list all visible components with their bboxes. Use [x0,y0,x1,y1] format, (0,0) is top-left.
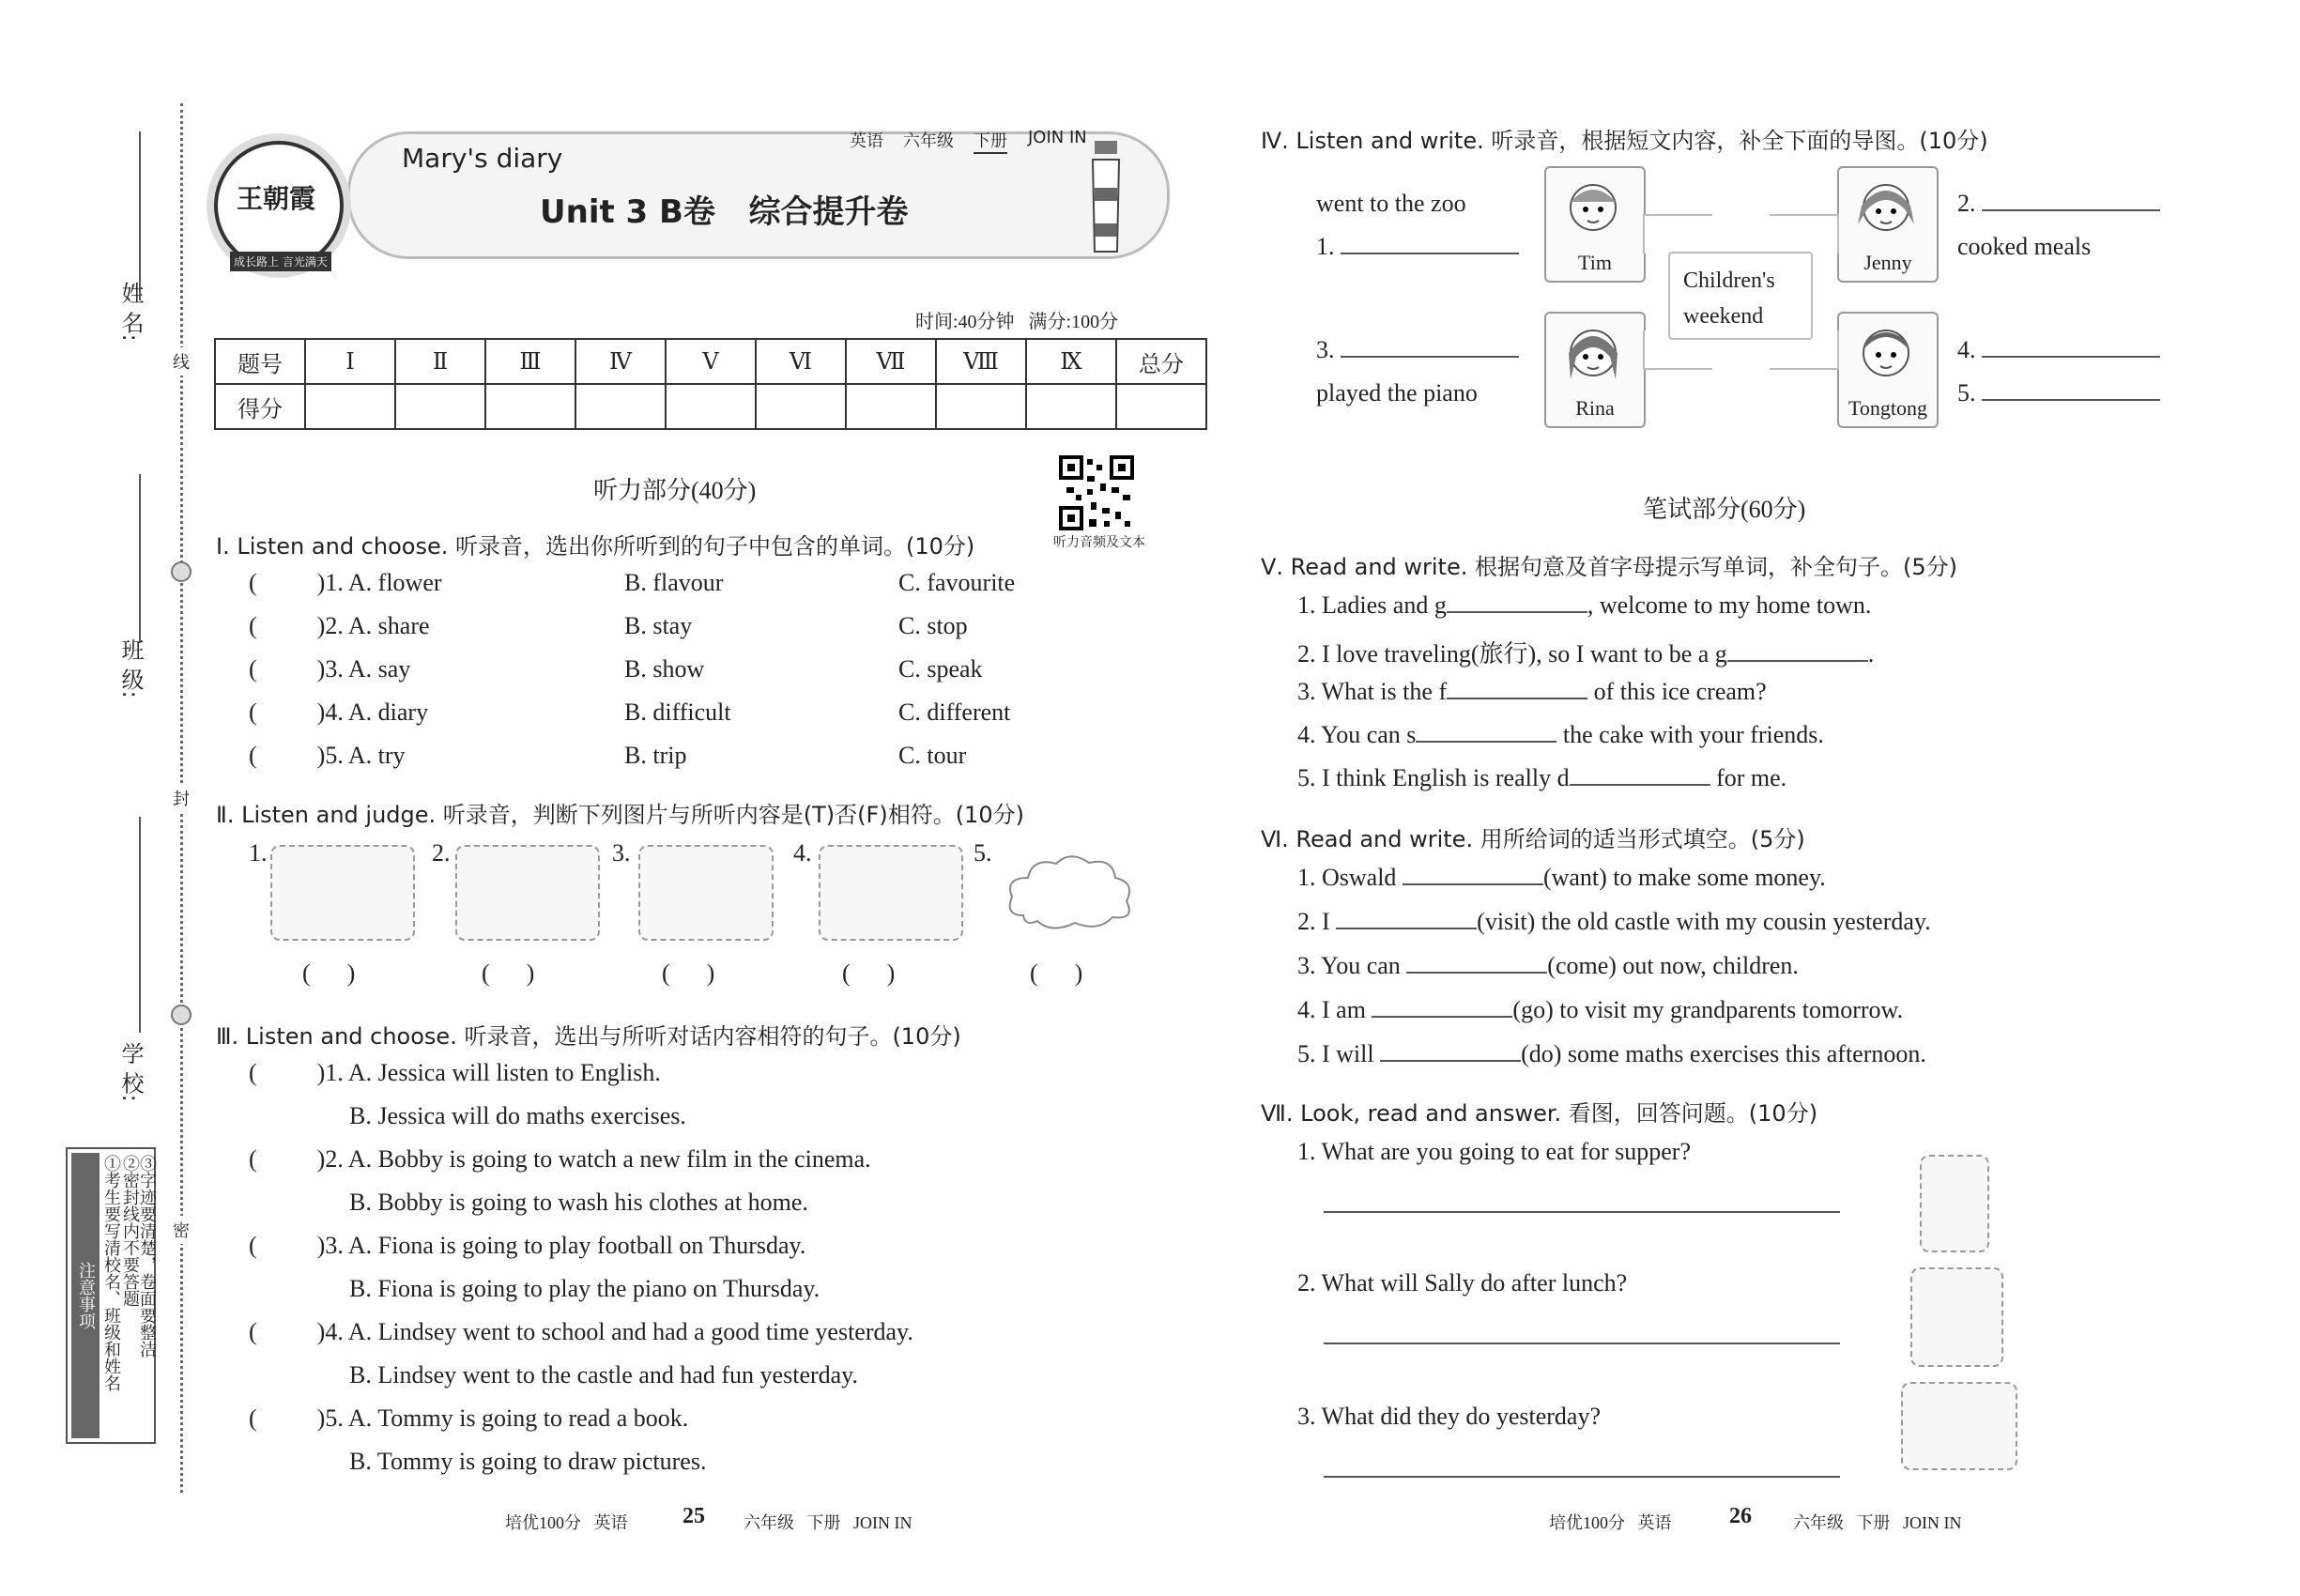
mindmap-q5-num: 5. [1957,379,1976,407]
s6-answer-4[interactable] [1372,1016,1512,1018]
picture-kids-playing [819,845,963,941]
s2-answer-2[interactable]: ( ) [482,959,535,987]
s5-item-4 [1297,721,1824,749]
score-col: Ⅷ [936,339,1026,384]
mindmap-q3-num: 3. [1316,336,1335,363]
seal-mark-secret: 密 [171,1216,192,1244]
tag-volume: 下册 [974,128,1007,154]
s2-num-4: 4. [793,839,812,867]
score-cell[interactable] [666,384,756,429]
s7-answer-line-1[interactable] [1324,1211,1840,1213]
s6-answer-1[interactable] [1403,883,1543,885]
s6-item-1-post: (want) to make some money. [1542,864,1826,891]
listening-section-title: 听力部分(40分) [593,477,757,504]
s7-question-3: 3. What did they do yesterday? [1297,1403,1601,1430]
score-col: Ⅵ [756,339,846,384]
picture-girl-eating [1920,1155,1989,1252]
s3-item-3-b: B. Fiona is going to play the piano on Thursday. [349,1275,820,1302]
mindmap-q4 [1957,336,2160,364]
mindmap-answer-3[interactable] [1341,356,1519,358]
s6-item-1-pre: 1. Oswald [1297,864,1403,891]
s2-answer-4[interactable]: ( ) [842,959,896,987]
score-col: Ⅴ [666,339,756,384]
series-title: Mary's diary [402,143,563,174]
s5-item-1 [1297,591,1871,620]
s1-item-5: ( )5. A. try [249,742,406,769]
picture-cloud [1004,850,1136,934]
class-label: 班 级: [117,638,144,698]
section-4-title: Ⅳ. Listen and write. 听录音，根据短文内容，补全下面的导图。(10分) [1261,128,1988,154]
score-cell[interactable] [575,384,666,429]
s1-option-a: )1. A. flower [316,569,442,596]
s5-item-3 [1297,678,1767,706]
s2-answer-3[interactable]: ( ) [662,959,715,987]
seal-mark-line: 线 [171,347,192,376]
connector-jenny [1770,214,1839,253]
score-cell[interactable] [305,384,395,429]
school-line [139,817,141,1033]
notes-title: 注意事项 [71,1153,100,1438]
school-label: 学 校: [117,1042,144,1102]
portrait-tongtong [1837,312,1939,428]
mindmap-q1 [1316,233,1519,261]
s3-option-a: )1. A. Jessica will listen to English. [316,1059,661,1086]
mindmap-q4-num: 4. [1957,336,1976,363]
mindmap-q5 [1957,379,2160,407]
score-col-total: 总分 [1116,339,1206,384]
s3-item-1-b: B. Jessica will do maths exercises. [349,1102,686,1129]
s5-answer-3[interactable] [1447,698,1587,699]
note-2: ②密封线内不要答题 [121,1155,140,1307]
notes-box [66,1147,156,1444]
score-cell[interactable] [756,384,846,429]
s3-option-a: )2. A. Bobby is going to watch a new film in the cinema. [316,1145,871,1173]
s5-answer-4[interactable] [1416,741,1556,743]
s7-answer-line-2[interactable] [1324,1343,1840,1344]
mindmap-answer-1[interactable] [1341,253,1519,254]
portrait-name-rina: Rina [1575,396,1615,420]
score-col: Ⅱ [395,339,485,384]
s1-option-a: )2. A. share [316,612,430,639]
s5-item-3-post: of this ice cream? [1587,678,1767,705]
s5-item-3-pre: 3. What is the f [1297,678,1448,705]
seal-mark-seal: 封 [171,784,192,812]
note-1: ①考生要写清校名、班级和姓名 [102,1155,121,1391]
s2-answer-1[interactable]: ( ) [302,959,356,987]
s3-option-a: )3. A. Fiona is going to play football on Thursday. [316,1232,806,1259]
score-cell[interactable] [936,384,1026,429]
portrait-name-tim: Tim [1578,251,1612,274]
s1-item-2: ( )2. A. share [249,612,430,639]
footer-right-page: 26 [1729,1504,1752,1528]
s6-item-5 [1297,1040,1926,1068]
s5-answer-5[interactable] [1570,784,1710,786]
picture-boy-soccer [270,845,415,941]
s3-item-2-b: B. Bobby is going to wash his clothes at home. [349,1189,808,1216]
score-cell[interactable] [395,384,485,429]
s1-item-4-b: B. difficult [624,698,731,726]
s1-item-2-b: B. stay [624,612,693,639]
score-table-header-label: 题号 [215,339,305,384]
s1-item-1: ( )1. A. flower [249,569,442,596]
s5-item-2-post: . [1867,640,1875,668]
s1-item-3-b: B. show [624,655,705,683]
section-2-title: Ⅱ. Listen and judge. 听录音，判断下列图片与所听内容是(T)否(F)相符。(10分) [216,802,1024,828]
footer-left-info: 培优100分 英语 [505,1513,628,1532]
score-col: Ⅸ [1026,339,1116,384]
s7-question-2: 2. What will Sally do after lunch? [1297,1269,1628,1297]
s5-item-5-post: for me. [1710,764,1787,791]
s6-item-5-pre: 5. I will [1297,1040,1381,1067]
time-info: 时间:40分钟 满分:100分 [915,312,1119,332]
s1-item-2-c: C. stop [898,612,968,639]
mindmap-q2-num: 2. [1957,190,1976,217]
s6-answer-2[interactable] [1336,928,1477,929]
picture-girl-singing [1910,1267,2003,1367]
s5-item-5 [1297,764,1786,792]
portrait-name-jenny: Jenny [1863,251,1912,274]
s3-item-2-a: ( )2. A. Bobby is going to watch a new film in the cinema. [249,1145,871,1173]
section-6-title: Ⅵ. Read and write. 用所给词的适当形式填空。(5分) [1261,826,1805,852]
s1-item-1-c: C. favourite [898,569,1016,596]
s5-item-5-pre: 5. I think English is really d [1297,764,1570,791]
s7-answer-line-3[interactable] [1324,1476,1840,1478]
footer-left-grade: 六年级 下册 JOIN IN [744,1513,912,1532]
qr-code-icon[interactable] [1059,455,1134,530]
s6-item-2-pre: 2. I [1297,908,1337,935]
picture-kids-tv [455,845,600,941]
mindmap-answer-5[interactable] [1982,399,2160,401]
score-col: Ⅳ [575,339,666,384]
s3-item-4-b: B. Lindsey went to the castle and had fun yesterday. [349,1361,858,1389]
s2-answer-5[interactable]: ( ) [1030,959,1083,987]
portrait-name-tongtong: Tongtong [1848,396,1927,420]
s5-item-2-pre: 2. I love traveling(旅行), so I want to be a g [1297,640,1727,668]
s3-item-4-a: ( )4. A. Lindsey went to school and had a good time yesterday. [249,1318,913,1345]
mindmap-center [1668,252,1813,340]
score-col: Ⅶ [846,339,936,384]
mindmap-center-text: Children's weekend [1683,269,1775,329]
s5-item-4-post: the cake with your friends. [1556,721,1824,748]
footer-right-grade: 六年级 下册 JOIN IN [1793,1513,1962,1532]
score-cell[interactable] [1026,384,1116,429]
s5-answer-2[interactable] [1727,660,1868,662]
name-line [139,131,141,300]
s6-item-2 [1297,908,1931,936]
s3-item-3-a: ( )3. A. Fiona is going to play football on Thursday. [249,1232,806,1259]
s3-item-1-a: ( )1. A. Jessica will listen to English. [249,1059,661,1086]
mindmap-answer-4[interactable] [1982,356,2160,358]
s3-option-a: )4. A. Lindsey went to school and had a good time yesterday. [316,1318,913,1345]
mindmap-q1-num: 1. [1316,233,1335,260]
s1-item-1-b: B. flavour [624,569,724,596]
s6-item-2-post: (visit) the old castle with my cousin yesterday. [1477,908,1931,935]
s1-item-5-c: C. tour [898,742,967,769]
tag-subject: 英语 [850,131,883,151]
footer-left-page: 25 [682,1504,705,1528]
s1-option-a: )3. A. say [316,655,411,683]
section-5-title: Ⅴ. Read and write. 根据句意及首字母提示写单词，补全句子。(5分) [1261,554,1957,580]
logo-subtext: 成长路上 言光满天 [230,252,331,271]
section-1-title: Ⅰ. Listen and choose. 听录音，选出你所听到的句子中包含的单词。(10分) [216,533,975,560]
mindmap-answer-2[interactable] [1982,209,2160,211]
mindmap-cooked: cooked meals [1957,233,2092,260]
tag-grade: 六年级 [903,131,954,151]
s6-item-3-post: (come) out now, children. [1547,952,1799,979]
name-label: 姓 名: [117,282,144,342]
score-cell[interactable] [485,384,575,429]
s5-answer-1[interactable] [1447,611,1587,613]
s2-num-1: 1. [249,839,268,867]
mindmap-q3 [1316,336,1519,364]
s6-item-1 [1297,864,1826,892]
s5-item-1-post: , welcome to my home town. [1587,591,1872,619]
s1-option-a: )5. A. try [316,742,406,769]
binding-hole-2 [171,1005,192,1025]
portrait-rina [1544,312,1646,428]
picture-boy-desk [638,845,774,941]
s1-item-4: ( )4. A. diary [249,698,429,726]
s1-item-3-c: C. speak [898,655,983,683]
lighthouse-icon [1089,141,1123,253]
s1-option-a: )4. A. diary [316,698,429,726]
writing-section-title: 笔试部分(60分) [1643,496,1806,523]
s2-num-2: 2. [432,839,451,867]
footer-right-info: 培优100分 英语 [1549,1513,1672,1532]
connector-tim [1643,214,1712,253]
s2-num-3: 3. [612,839,631,867]
s6-item-3-pre: 3. You can [1297,952,1407,979]
mindmap-went-zoo: went to the zoo [1316,190,1466,217]
s6-item-4-pre: 4. I am [1297,996,1372,1023]
page-title: Unit 3 B卷 综合提升卷 [540,193,909,231]
score-cell[interactable] [1116,384,1206,429]
s6-item-3 [1297,952,1799,980]
s6-answer-3[interactable] [1406,972,1547,974]
score-col: Ⅲ [485,339,575,384]
tag-edition: JOIN IN [1028,128,1087,147]
s6-item-5-post: (do) some maths exercises this afternoon. [1521,1040,1926,1067]
s6-answer-5[interactable] [1380,1060,1521,1062]
s5-item-4-pre: 4. You can s [1297,721,1417,748]
mindmap-q2 [1957,190,2160,218]
s5-item-2 [1297,635,1874,669]
portrait-jenny [1837,166,1939,283]
qr-caption: 听力音频及文本 [1053,536,1145,550]
note-3: ③字迹要清楚，卷面要整洁 [138,1155,157,1358]
s7-question-1: 1. What are you going to eat for supper? [1297,1138,1691,1165]
s1-item-5-b: B. trip [624,742,687,769]
class-line [139,474,141,643]
picture-kids-ping-pong [1901,1382,2017,1470]
s1-item-3: ( )3. A. say [249,655,411,683]
s3-option-a: )5. A. Tommy is going to read a book. [316,1404,689,1432]
score-table-row-label: 得分 [215,384,305,429]
logo-text: 王朝霞 [236,183,315,214]
portrait-tim [1544,166,1646,283]
score-col: Ⅰ [305,339,395,384]
s6-item-4 [1297,996,1903,1024]
section-7-title: Ⅶ. Look, read and answer. 看图，回答问题。(10分) [1261,1100,1818,1127]
section-3-title: Ⅲ. Listen and choose. 听录音，选出与所听对话内容相符的句子。(10分) [216,1023,961,1050]
s2-num-5: 5. [974,839,992,867]
mindmap-played-piano: played the piano [1316,379,1478,407]
score-table [214,338,1207,430]
s5-item-1-pre: 1. Ladies and g [1297,591,1447,619]
score-cell[interactable] [846,384,936,429]
s1-item-4-c: C. different [898,698,1011,726]
s6-item-4-post: (go) to visit my grandparents tomorrow. [1512,996,1904,1023]
s3-item-5-a: ( )5. A. Tommy is going to read a book. [249,1404,689,1432]
binding-hole-1 [171,561,192,582]
s3-item-5-b: B. Tommy is going to draw pictures. [349,1448,707,1475]
